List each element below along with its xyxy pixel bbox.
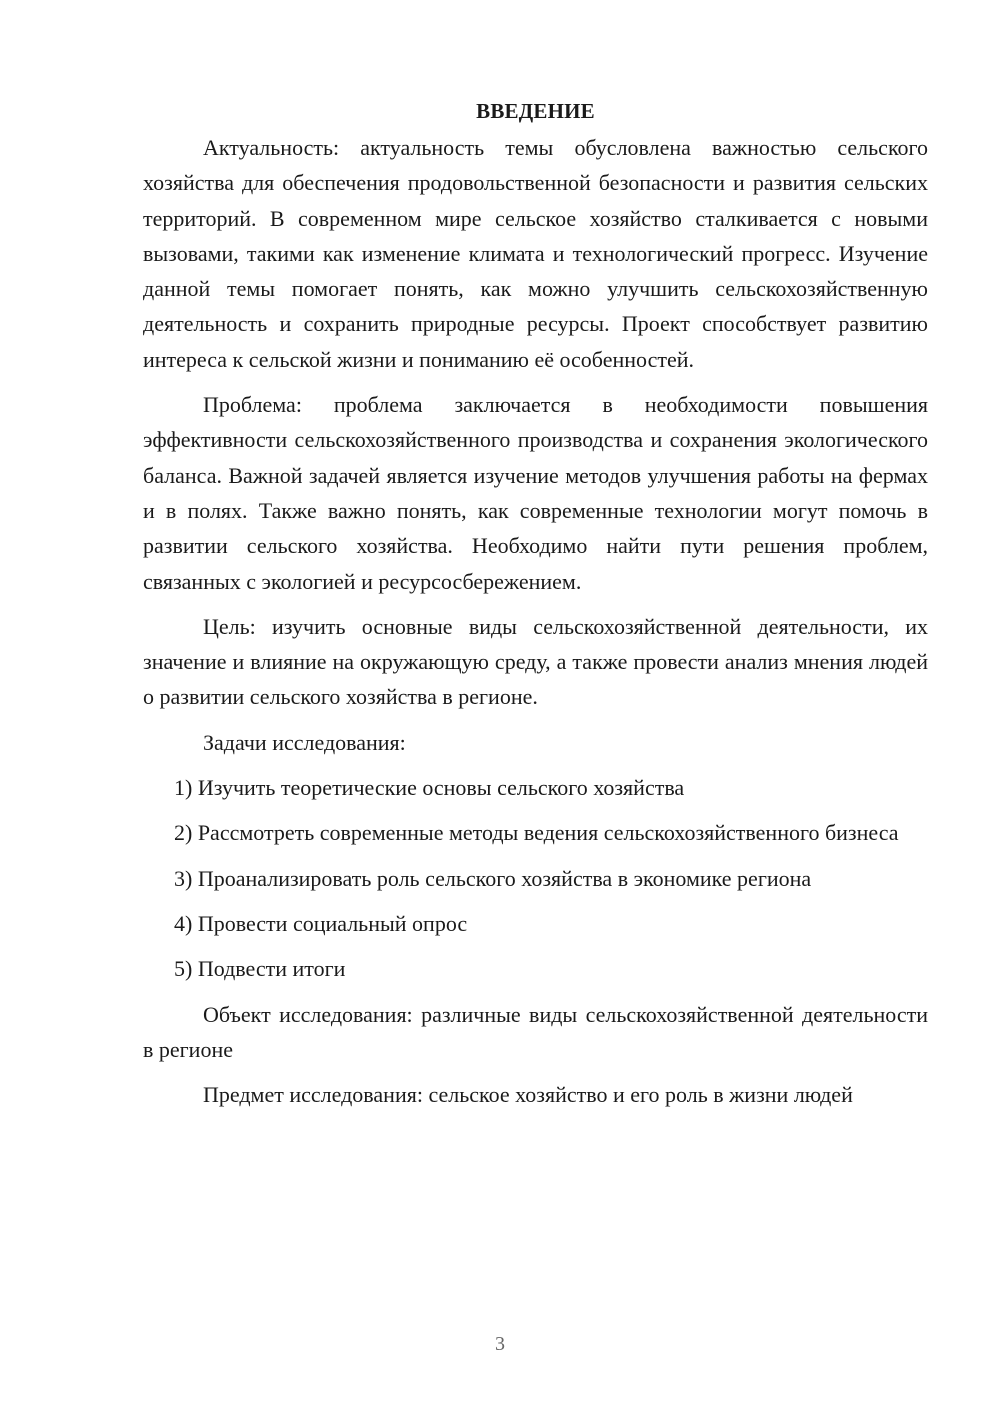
subject-paragraph: Предмет исследования: сельское хозяйство и его роль в жизни людей [203,1082,853,1108]
task-item: 4) Провести социальный опрос [174,910,468,936]
task-item: 2) Рассмотреть современные методы ведения сельскохозяйственного бизнеса [174,820,899,846]
object-paragraph: Объект исследования: различные виды сельскохозяйственной деятельности в регионе [143,1001,928,1062]
relevance-paragraph: Актуальность: актуальность темы обусловлена важностью сельского хозяйства для обеспечения продовольственной безопасности и развития сельских территорий. В современном мире сельское хозяйство сталкивается с новыми вызовами, такими как изменение климата и технологический прогресс. Изучение данной темы помогает понять, как можно улучшить сельскохозяйственную деятельность и сохранить природные ресурсы. Проект способствует развитию интереса к сельской жизни и пониманию её особенностей. [143,135,928,372]
tasks-heading: Задачи исследования: [203,729,406,755]
page-number: 3 [495,1333,505,1355]
section-title: ВВЕДЕНИЕ [476,99,595,123]
document-page [143,96,928,1122]
task-item: 5) Подвести итоги [174,956,346,982]
problem-paragraph: Проблема: проблема заключается в необходимости повышения эффективности сельскохозяйственного производства и сохранения экологического баланса. Важной задачей является изучение методов улучшения работы на фермах и в полях. Также важно понять, как современные технологии могут помочь в развитии сельского хозяйства. Необходимо найти пути решения проблем, связанных с экологией и ресурсосбережением. [143,392,928,594]
goal-paragraph: Цель: изучить основные виды сельскохозяйственной деятельности, их значение и влияние на окружающую среду, а также провести анализ мнения людей о развитии сельского хозяйства в регионе. [143,613,928,710]
task-item: 1) Изучить теоретические основы сельского хозяйства [174,775,685,801]
task-item: 3) Проанализировать роль сельского хозяйства в экономике региона [174,865,812,891]
